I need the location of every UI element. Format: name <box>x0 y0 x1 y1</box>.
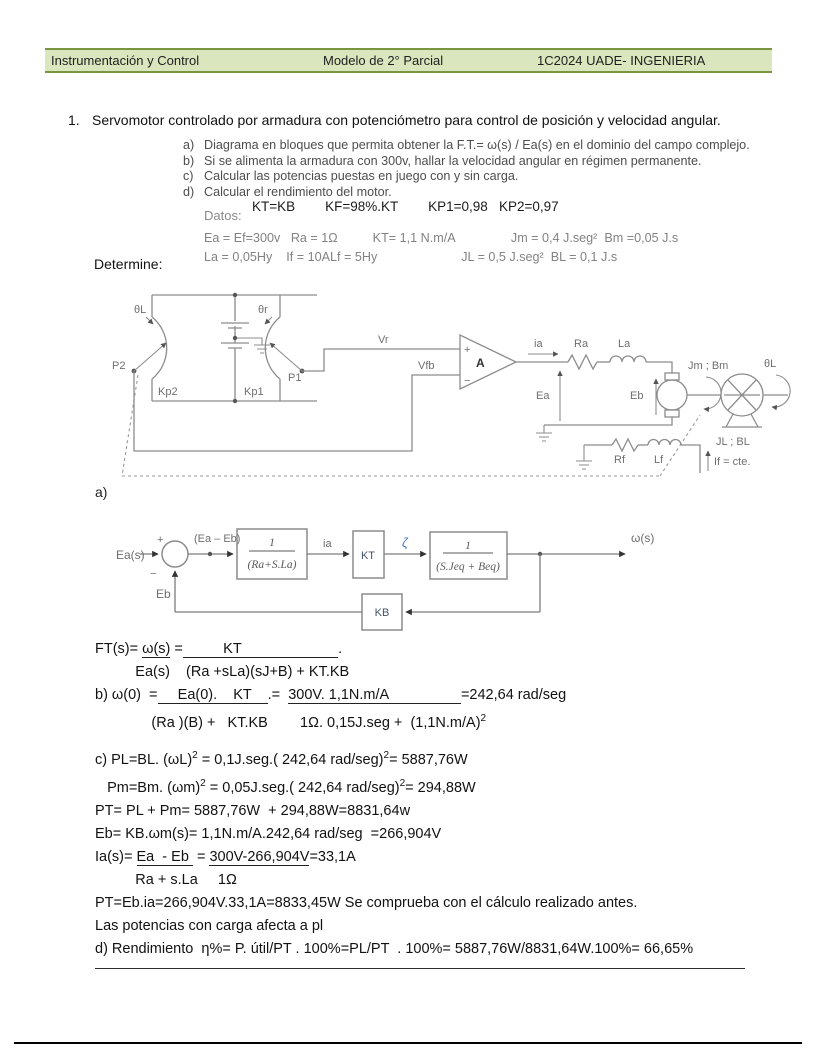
formula-line: d) Rendimiento η%= P. útil/PT . 100%=PL/PT . 100%= 5887,76W/8831,64W.100%= 66,65% <box>95 941 694 957</box>
problem-items <box>183 138 750 200</box>
formula-line: PT=Eb.ia=266,904V.33,1A=8833,45W Se comprueba con el cálculo realizado antes. <box>95 895 638 911</box>
ia-label: ia <box>534 338 543 350</box>
amp-gain-label: A <box>476 356 485 370</box>
kp2-label: Kp2 <box>158 386 178 398</box>
ra-label: Ra <box>574 338 589 350</box>
closing-rule <box>95 968 745 969</box>
formula-line: c) PL=BL. $(\omega L)^2 = 0,1J.seg$.( 242,64 rad/seg)$^2$= 5887,76W <box>95 750 468 768</box>
pot-p2-label: P2 <box>112 360 126 372</box>
bd-zeta-label: ζ <box>402 536 408 550</box>
amplifier <box>134 335 516 451</box>
list-item <box>183 169 750 185</box>
formula-line <box>95 735 785 744</box>
block-diagram <box>112 524 792 639</box>
formula-line: Las potencias con carga afecta a pl <box>95 918 324 934</box>
item-letter: d) <box>183 184 195 199</box>
vfb-label: Vfb <box>418 360 435 372</box>
eb-label: Eb <box>630 390 644 402</box>
servo-circuit-diagram <box>112 283 792 488</box>
bd-block1-denominator: (Ra+S.La) <box>247 559 297 571</box>
formula-line: Eb= KB.ωm(s)= 1,1N.m/A.242,64 rad/seg =266,904V <box>95 826 442 842</box>
if-cte-label: If = cte. <box>714 456 751 468</box>
rf-label: Rf <box>614 454 625 466</box>
lf-label: Lf <box>654 454 664 466</box>
jm-bm-label: Jm ; Bm <box>688 360 729 372</box>
solution-block <box>95 638 785 969</box>
bd-kt-block-label: KT <box>360 550 376 562</box>
list-item <box>183 154 750 170</box>
page-bottom-rule <box>14 1042 802 1044</box>
formula-line: Ea(s) (Ra +sLa)(sJ+B) + KT.KB <box>95 664 350 680</box>
page-header <box>45 48 772 73</box>
list-item <box>183 138 750 154</box>
bd-minus-sign: − <box>150 568 157 580</box>
bd-block2-denominator: (S.Jeq + Beq) <box>436 561 500 573</box>
section-a-label: a) <box>95 484 108 500</box>
theta-l-label: θL <box>134 304 147 316</box>
problem-text: Servomotor controlado por armadura con potenciómetro para control de posición y velocidad angular. <box>92 112 721 128</box>
item-letter: a) <box>183 138 195 152</box>
ea-label: Ea <box>536 390 550 402</box>
bd-output-label: ω(s) <box>631 531 655 545</box>
theta-r-label: θr <box>258 304 268 316</box>
formula-line: (Ra )(B) + KT.KB 1Ω. $0,15J.seg + (1,1N.m/A)^2$ <box>95 713 487 731</box>
vr-label: Vr <box>378 334 389 346</box>
formula-line: Pm=Bm. $(\omega m)^2 = 0,05J.seg$.( 242,64 rad/seg)$^2$= 294,88W <box>95 778 476 796</box>
problem-statement <box>68 112 788 128</box>
datos-constants: KT=KB KF=98%.KT KP1=0,98 KP2=0,97 <box>252 199 559 214</box>
formula-line: Ia(s)= Ea - Eb = 300V-266,904V=33,1A <box>95 849 356 865</box>
bd-eb-label: Eb <box>156 587 171 601</box>
bd-kb-block-label: KB <box>374 607 390 619</box>
bd-plus-sign: + <box>157 534 164 546</box>
amp-minus-sign: − <box>464 375 471 387</box>
field-circuit <box>576 439 708 473</box>
formula-line: PT= PL + Pm= 5887,76W + 294,88W=8831,64w <box>95 803 411 819</box>
item-letter: c) <box>183 169 194 184</box>
item-text: Si se alimenta la armadura con 300v, hallar la velocidad angular en régimen permanente. <box>204 153 702 168</box>
la-label: La <box>618 338 631 350</box>
jl-bl-label: JL ; BL <box>716 436 750 448</box>
bd-ia-label: ia <box>323 538 332 550</box>
datos-label: Datos: <box>204 208 242 223</box>
kp1-label: Kp1 <box>244 386 264 398</box>
datos-line-1: Ea = Ef=300v Ra = 1Ω KT= 1,1 N.m/A Jm = 0,4 J.seg² Bm =0,05 J.s <box>204 231 679 245</box>
bd-error-label: (Ea – Eb) <box>194 533 241 545</box>
amp-plus-sign: + <box>464 344 471 356</box>
bd-block1-numerator: 1 <box>269 537 275 549</box>
pot-p1-label: P1 <box>288 372 302 384</box>
theta-load-label: θL <box>764 358 777 370</box>
item-text: Calcular las potencias puestas en juego con y sin carga. <box>204 169 519 184</box>
bd-block2-numerator: 1 <box>465 540 471 552</box>
formula-line: Ra + s.La 1Ω <box>95 872 237 888</box>
motor-shaft-and-load <box>687 374 790 427</box>
solution-lines <box>95 638 785 961</box>
item-text: Diagrama en bloques que permita obtener la F.T.= ω(s) / Ea(s) en el dominio del campo complejo. <box>204 138 750 152</box>
bd-input-label: Ea(s) <box>116 548 145 562</box>
formula-line: FT(s)= ω(s) = KT . <box>95 641 343 657</box>
header-course: Instrumentación y Control <box>51 53 200 68</box>
determine-label: Determine: <box>94 256 163 272</box>
header-title: Modelo de 2° Parcial <box>323 53 444 68</box>
datos-line-2: La = 0,05Hy If = 10ALf = 5Hy JL = 0,5 J.seg² BL = 0,1 J.s <box>204 250 618 264</box>
formula-line: b) ω(0) = Ea(0). KT .= 300V. 1,1N.m/A =242,64 rad/seg <box>95 687 567 703</box>
item-text: Calcular el rendimiento del motor. <box>204 184 392 199</box>
item-letter: b) <box>183 153 195 168</box>
header-term: 1C2024 UADE- INGENIERIA <box>537 53 706 68</box>
problem-number: 1. <box>68 112 80 128</box>
